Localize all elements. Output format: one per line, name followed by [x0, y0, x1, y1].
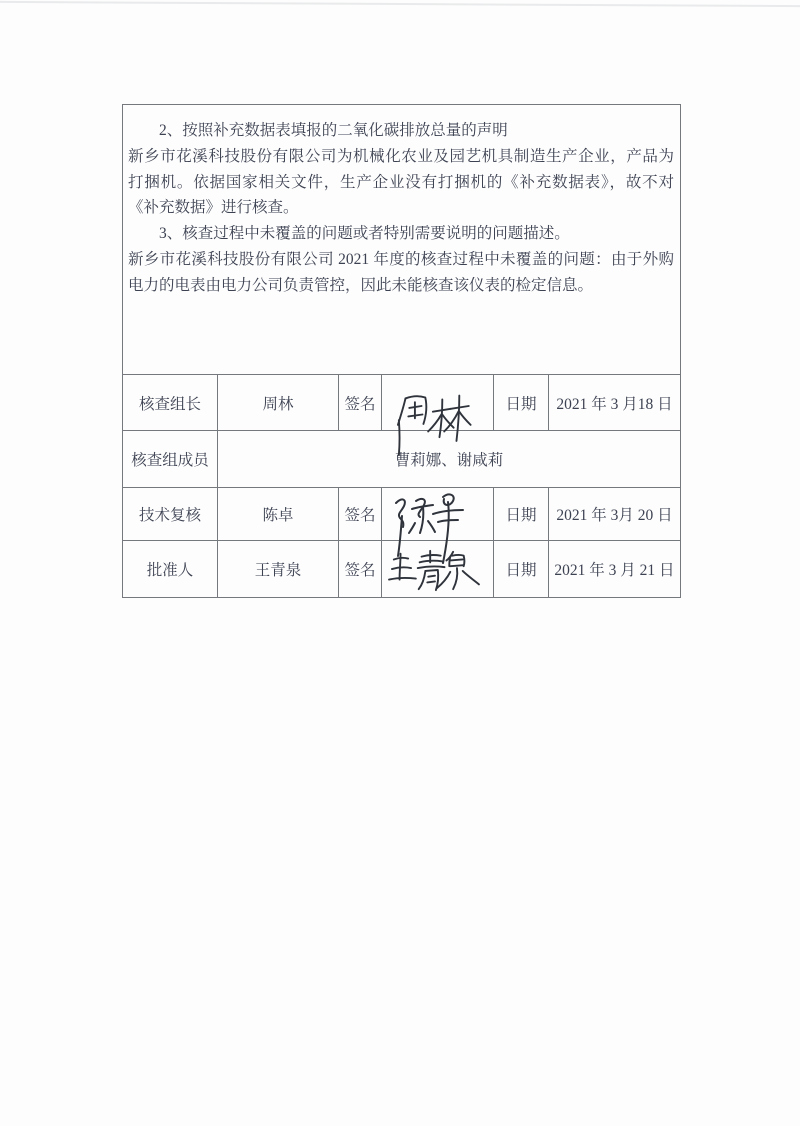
- section3-line: 新乡市花溪科技股份有限公司 2021 年度的核查过程中未覆盖的问题：由于外购: [128, 250, 674, 268]
- date-label-cell: 日期: [494, 488, 549, 541]
- section3-line: 电力的电表由电力公司负责管控，因此未能核查该仪表的检定信息。: [128, 276, 594, 294]
- report-content-box: [122, 104, 681, 598]
- date-cell: 2021 年 3 月18 日: [549, 375, 681, 431]
- section2-line: 新乡市花溪科技股份有限公司为机械化农业及园艺机具制造生产企业，产品为: [128, 147, 674, 165]
- handwritten-signature-wang-qingquan: [384, 548, 484, 592]
- table-row-team-members: [123, 431, 681, 488]
- section2-heading: 2、按照补充数据表填报的二氧化碳排放总量的声明: [159, 122, 508, 139]
- sign-label-cell: 签名: [339, 488, 382, 541]
- role-cell: 批准人: [123, 541, 218, 598]
- statement-text-block: [123, 105, 680, 299]
- sign-label-cell: 签名: [339, 541, 382, 598]
- table-row-team-leader: [123, 375, 681, 431]
- signature-cell: [382, 488, 494, 541]
- role-cell: 核查组成员: [123, 431, 218, 488]
- name-cell: 王青泉: [218, 541, 339, 598]
- date-label-cell: 日期: [494, 375, 549, 431]
- signature-table: [122, 374, 681, 598]
- table-row-approver: [123, 541, 681, 598]
- date-label-cell: 日期: [494, 541, 549, 598]
- section3-heading: 3、核查过程中未覆盖的问题或者特别需要说明的问题描述。: [159, 225, 570, 243]
- members-cell: 曹莉娜、谢咸莉: [218, 431, 681, 488]
- role-cell: 技术复核: [123, 488, 218, 541]
- date-cell: 2021 年 3月 20 日: [549, 488, 681, 541]
- signature-cell: [382, 375, 494, 431]
- signature-cell: [382, 541, 494, 598]
- name-cell: 陈卓: [218, 488, 339, 541]
- sign-label-cell: 签名: [339, 375, 382, 431]
- section2-line: 《补充数据》进行核查。: [128, 199, 299, 217]
- section2-line: 打捆机。依据国家相关文件，生产企业没有打捆机的《补充数据表》，故不对: [128, 173, 674, 191]
- date-cell: 2021 年 3 月 21 日: [549, 541, 681, 598]
- role-cell: 核查组长: [123, 375, 218, 431]
- name-cell: 周林: [218, 375, 339, 431]
- scan-artifact-line: [0, 1, 800, 7]
- table-row-technical-review: [123, 488, 681, 541]
